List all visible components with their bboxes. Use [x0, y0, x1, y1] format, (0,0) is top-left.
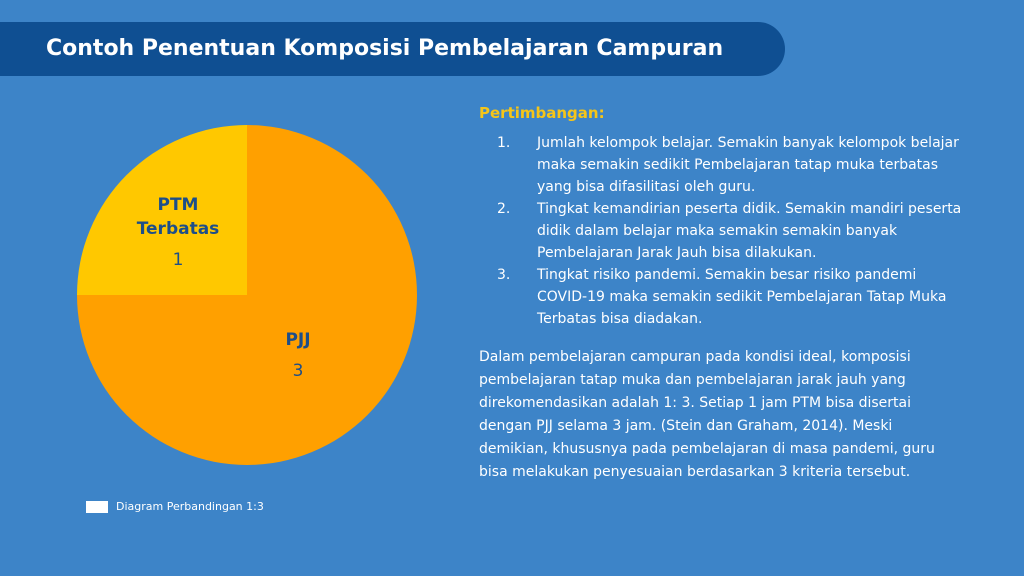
list-item-number: 3.: [497, 267, 511, 283]
pie-chart: [60, 110, 435, 485]
recommendation-paragraph: Dalam pembelajaran campuran pada kondisi ideal, komposisi pembelajaran tatap muka dan pembelajaran jarak jauh yang direkomendasikan adalah 1: 3. Setiap 1 jam PTM bisa disertai dengan PJJ selama 3 jam. (Stein dan Graham, 2014). Meski demikian, khususnya pada pembelajaran di masa pandemi, guru bisa melakukan penyesuaian berdasarkan 3 kriteria tersebut.: [479, 349, 935, 480]
list-item: [479, 264, 967, 330]
list-item-number: 1.: [497, 135, 511, 151]
list-item-text: Jumlah kelompok belajar. Semakin banyak kelompok belajar maka semakin sedikit Pembelajaran tatap muka terbatas yang bisa difasilitasi oleh guru.: [537, 135, 959, 195]
slice-name-label: Terbatas: [136, 219, 220, 239]
list-item-number: 2.: [497, 201, 511, 217]
criteria-list: [479, 132, 979, 330]
list-item: [479, 198, 967, 264]
chart-legend: [86, 500, 264, 513]
considerations-heading: Pertimbangan:: [479, 104, 605, 122]
slice-name-label: PTM: [157, 195, 199, 215]
list-item-text: Tingkat risiko pandemi. Semakin besar risiko pandemi COVID-19 maka semakin sedikit Pembelajaran Tatap Muka Terbatas bisa diadakan.: [537, 267, 947, 327]
legend-label: Diagram Perbandingan 1:3: [116, 500, 264, 513]
title-banner: [0, 22, 785, 76]
list-item: [479, 132, 967, 198]
considerations-panel: [479, 104, 979, 484]
legend-swatch: [86, 501, 108, 513]
list-item-text: Tingkat kemandirian peserta didik. Semakin mandiri peserta didik dalam belajar maka semakin semakin banyak Pembelajaran Jarak Jauh bisa dilakukan.: [537, 201, 962, 261]
slice-name-label: PJJ: [285, 330, 311, 350]
page-title: Contoh Penentuan Komposisi Pembelajaran Campuran: [46, 36, 724, 61]
slice-value-label: 1: [172, 250, 184, 270]
slice-value-label: 3: [292, 361, 304, 381]
